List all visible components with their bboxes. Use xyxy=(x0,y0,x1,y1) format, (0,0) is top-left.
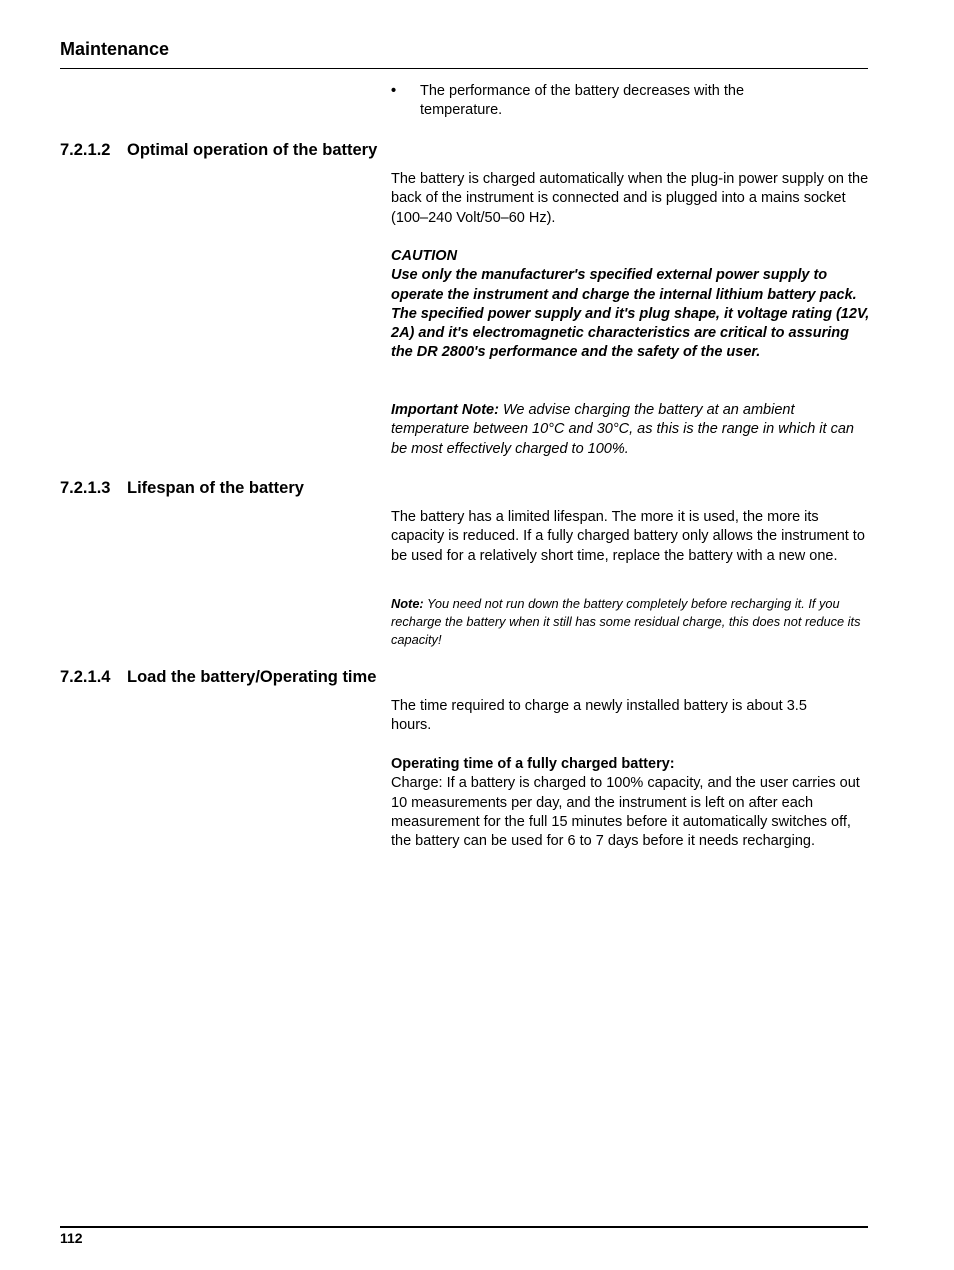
operating-time-subheading: Operating time of a fully charged battery: xyxy=(391,756,675,772)
note-label: Note: xyxy=(391,596,424,611)
important-note-label: Important Note: xyxy=(391,402,499,418)
section-heading-load-battery xyxy=(60,667,376,687)
header-divider xyxy=(60,68,868,69)
note-text: You need not run down the battery completely before recharging it. If you recharge the battery when it still has some residual charge, this does not reduce its capacity! xyxy=(391,596,861,647)
optimal-operation-paragraph: The battery is charged automatically when the plug-in power supply on the back of the instrument is connected and is plugged into a mains socket (100–240 Volt/50–60 Hz). xyxy=(391,171,869,226)
intro-bullet-item xyxy=(391,82,791,121)
caution-block xyxy=(391,247,871,363)
operating-time-block xyxy=(391,755,871,851)
section-title: Load the battery/Operating time xyxy=(127,668,377,686)
section-title: Lifespan of the battery xyxy=(127,479,304,497)
section-heading-optimal-operation xyxy=(60,140,377,160)
lifespan-note xyxy=(391,595,869,648)
bullet-marker: • xyxy=(391,83,397,99)
important-note-text: We advise charging the battery at an ambient temperature between 10°C and 30°C, as this is the range in which it can be most effectively charged to 100%. xyxy=(391,402,854,457)
charge-time-paragraph: The time required to charge a newly installed battery is about 3.5 hours. xyxy=(391,698,807,734)
caution-text: Use only the manufacturer's specified external power supply to operate the instrument and charge the internal lithium battery pack. The specified power supply and it's plug shape, it voltage rating (12V, 2A) and it's electromagnetic characteristics are critical to assuring the DR 2800's performance and the safety of the user. xyxy=(391,267,870,361)
section-number: 7.2.1.3 xyxy=(60,479,111,497)
bullet-text: The performance of the battery decreases with the temperature. xyxy=(420,83,745,119)
section-number: 7.2.1.4 xyxy=(60,668,111,686)
operating-time-paragraph: Charge: If a battery is charged to 100% capacity, and the user carries out 10 measurements per day, and the instrument is left on after each measurement for the full 15 minutes before it automatically switches off, the battery can be used for 6 to 7 days before it needs recharging. xyxy=(391,775,860,850)
footer-divider xyxy=(60,1226,868,1228)
important-note xyxy=(391,401,871,459)
lifespan-paragraph: The battery has a limited lifespan. The more it is used, the more its capacity is reduced. If a fully charged battery only allows the instrument to be used for a relatively short time, replace the battery with a new one. xyxy=(391,509,865,564)
page-number: 112 xyxy=(60,1230,83,1246)
section-number: 7.2.1.2 xyxy=(60,141,111,159)
section-heading-lifespan xyxy=(60,478,304,498)
section-title: Optimal operation of the battery xyxy=(127,141,378,159)
page-header-title: Maintenance xyxy=(60,39,170,59)
caution-label: CAUTION xyxy=(391,248,458,264)
